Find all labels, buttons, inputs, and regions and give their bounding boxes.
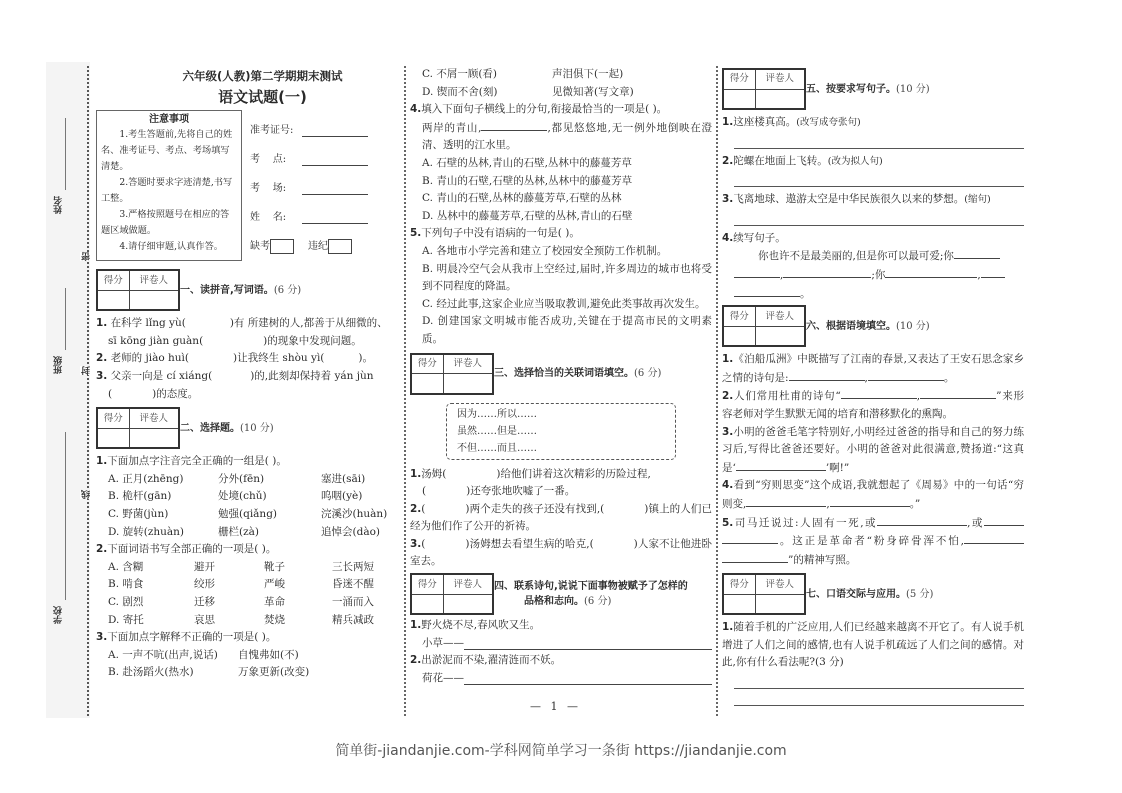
grader-label: 评卷人 bbox=[755, 574, 805, 594]
grader-cell[interactable] bbox=[443, 374, 493, 394]
option: C. 不屑一顾(看) bbox=[422, 68, 498, 80]
answer-line[interactable] bbox=[734, 209, 1024, 226]
question-text: 陀螺在地面上飞转。 bbox=[733, 154, 828, 167]
column-divider bbox=[716, 66, 718, 716]
question-text: 飞离地球、遨游太空是中华民族很久以来的梦想。 bbox=[733, 193, 965, 206]
question-text: 老师的 jiào huì( bbox=[110, 352, 189, 365]
option: 严峻 bbox=[264, 578, 285, 591]
grader-label: 评卷人 bbox=[443, 574, 493, 594]
question-text: 你也许不是最美丽的,但是你可以最可爱;你 bbox=[758, 250, 954, 263]
question-text: )让我终生 shòu yì( bbox=[233, 352, 325, 365]
section-1-title: 一、读拼音,写词语。 bbox=[180, 284, 274, 296]
grader-label: 评卷人 bbox=[129, 270, 179, 290]
answer-line[interactable] bbox=[464, 635, 712, 650]
exam-title: 语文试题(一) bbox=[218, 87, 307, 106]
answer-line[interactable] bbox=[734, 132, 1024, 149]
margin-class-line bbox=[65, 288, 66, 350]
seal-char-mi: 密 bbox=[82, 252, 92, 261]
score-label: 得分 bbox=[411, 354, 443, 374]
conjunction-option: 不但……而且…… bbox=[457, 442, 537, 454]
passage-text: ,都见悠悠地,无一例外地倒映在澄清、透明的江水里。 bbox=[422, 121, 712, 152]
answer-blank[interactable] bbox=[736, 459, 826, 471]
option: C. 野菌(jùn) bbox=[108, 507, 169, 520]
question-number: 2. bbox=[410, 654, 422, 667]
question-requirement: (改写成夸张句) bbox=[796, 117, 861, 128]
question-text: )镇上的人们已经为他们作了公开的祈祷。 bbox=[410, 502, 712, 533]
score-table bbox=[722, 573, 806, 615]
section-7-header bbox=[722, 573, 1024, 615]
question-number: 3. bbox=[410, 537, 422, 550]
question-number: 2. bbox=[410, 502, 422, 515]
notice-item: 4.请仔细审题,认真作答。 bbox=[119, 241, 223, 253]
question-text: 看到“穷则思变”这个成语,我就想起了《周易》中的一句话“穷则变, bbox=[722, 479, 1024, 510]
option: D. 创建国家文明城市能否成功,关键在于提高市民的文明素质。 bbox=[422, 315, 712, 345]
answer-blank[interactable] bbox=[722, 532, 778, 544]
score-cell[interactable] bbox=[411, 594, 443, 614]
question-number: 3. bbox=[96, 369, 108, 382]
name-label: 姓 名: bbox=[250, 211, 287, 223]
score-table bbox=[722, 68, 806, 110]
question-text: 人们常用杜甫的诗句“ bbox=[733, 390, 841, 403]
option: 三长两短 bbox=[332, 560, 374, 573]
question-stem: 下面加点字注音完全正确的一组是( )。 bbox=[107, 455, 287, 468]
option: D. 丛林中的藤蔓芳草,石壁的丛林,青山的石壁 bbox=[422, 209, 633, 222]
notice-item: 1.考生答题前,先将自己的姓名、准考证号、考点、考场填写清楚。 bbox=[101, 129, 233, 173]
option: 避开 bbox=[194, 560, 215, 573]
margin-label-class: 班级 bbox=[54, 356, 64, 374]
section-6-header bbox=[722, 305, 1024, 347]
score-table bbox=[96, 407, 180, 449]
option: B. 赴汤蹈火(热水) bbox=[108, 666, 194, 679]
question-number: 1. bbox=[722, 116, 734, 128]
score-label: 得分 bbox=[723, 306, 755, 326]
score-label: 得分 bbox=[97, 408, 129, 428]
answer-blank[interactable] bbox=[954, 247, 1000, 259]
score-table bbox=[722, 305, 806, 347]
grader-cell[interactable] bbox=[755, 594, 805, 614]
option: 革命 bbox=[264, 595, 285, 608]
answer-blank[interactable] bbox=[734, 285, 800, 297]
question-text: )有 所建树的人,都善于从细微的、 bbox=[229, 317, 388, 330]
answer-blank[interactable] bbox=[734, 266, 780, 278]
option: 栅栏(zà) bbox=[218, 525, 259, 538]
option: 见微知著(写文章) bbox=[552, 85, 634, 98]
notice-item: 3.严格按照题号在相应的答题区域做题。 bbox=[101, 209, 230, 237]
section-6-title: 六、根据语境填空。 bbox=[806, 320, 896, 332]
section-3-title: 三、选择恰当的关联词语填空。 bbox=[494, 368, 634, 379]
section-1-header bbox=[96, 269, 399, 311]
question-text: )人家不让他进卧室去。 bbox=[410, 537, 712, 568]
question-text: 汤姆( bbox=[421, 467, 447, 480]
answer-blank[interactable] bbox=[746, 495, 826, 507]
violation-label: 违纪 bbox=[308, 240, 328, 252]
question-text: 在科学 lǐng yù( bbox=[110, 317, 186, 330]
question-text: ( bbox=[421, 502, 426, 515]
question-text: )给他们讲着这次精彩的历险过程, bbox=[496, 467, 651, 480]
section-3-points: (6 分) bbox=[634, 368, 662, 379]
section-1-points: (6 分) bbox=[273, 284, 302, 296]
question-number: 1. bbox=[96, 317, 108, 330]
room-input[interactable] bbox=[302, 183, 368, 195]
question-text: ’啊!” bbox=[825, 461, 850, 474]
question-text: 司马迁说过:人固有一死,或 bbox=[733, 516, 878, 529]
question-text: 这座楼真高。 bbox=[733, 116, 797, 128]
margin-label-school: 学校 bbox=[54, 606, 64, 624]
site-input[interactable] bbox=[302, 154, 368, 166]
answer-blank[interactable] bbox=[722, 551, 788, 563]
question-requirement: (缩句) bbox=[964, 194, 991, 206]
absent-label: 缺考 bbox=[250, 240, 270, 252]
question-number: 1. bbox=[410, 467, 422, 480]
question-number: 2. bbox=[96, 352, 108, 365]
grader-label: 评卷人 bbox=[755, 69, 805, 89]
question-number: 3. bbox=[722, 193, 734, 206]
passage-text: 两岸的青山, bbox=[422, 121, 482, 134]
score-cell[interactable] bbox=[411, 374, 443, 394]
section-2-points: (10 分) bbox=[240, 422, 274, 434]
answer-line[interactable] bbox=[734, 689, 1024, 706]
option: B. 啃食 bbox=[108, 578, 144, 591]
question-text: 。” bbox=[909, 497, 921, 510]
answer-line[interactable] bbox=[464, 670, 712, 685]
margin-name-line bbox=[65, 118, 66, 190]
question-stem: 填入下面句子横线上的分句,衔接最恰当的一项是( )。 bbox=[421, 103, 668, 116]
section-2-header bbox=[96, 407, 399, 449]
score-cell[interactable] bbox=[97, 290, 129, 310]
option: C. 剧烈 bbox=[108, 595, 144, 608]
score-table bbox=[410, 573, 494, 615]
exam-id-label: 准考证号: bbox=[250, 124, 294, 136]
option: 呜咽(yè) bbox=[321, 490, 363, 503]
answer-line[interactable] bbox=[734, 672, 1024, 689]
answer-label: 荷花—— bbox=[422, 671, 464, 684]
question-number: 4. bbox=[722, 479, 734, 492]
site-label: 考 点: bbox=[250, 153, 287, 165]
question-text: 。这正是革命者“粉身碎骨浑不怕, bbox=[778, 535, 964, 548]
question-text: ”来形容老师对学生默默无闻的培育和潜移默化的熏陶。 bbox=[722, 390, 1024, 420]
question-text: )的态度。 bbox=[152, 387, 199, 400]
option: D. 锲而不舍(刻) bbox=[422, 85, 498, 98]
option: B. 明晨冷空气会从我市上空经过,届时,许多周边的城市也将受到不同程度的降温。 bbox=[422, 262, 712, 293]
section-4-header bbox=[410, 573, 712, 615]
question-stem: 下面词语书写全部正确的一项是( )。 bbox=[107, 543, 277, 556]
option: 追悼会(dào) bbox=[321, 525, 380, 538]
question-stem: 下面加点字解释不正确的一项是( )。 bbox=[107, 631, 277, 644]
grader-cell[interactable] bbox=[129, 290, 179, 310]
option: 哀思 bbox=[194, 613, 215, 626]
section-6-points: (10 分) bbox=[896, 320, 930, 332]
option: 自愧弗如(不) bbox=[238, 648, 299, 661]
watermark-text: 简单街-jiandanjie.com-学科网简单学习一条街 https://jiandanjie.com bbox=[335, 743, 787, 759]
score-label: 得分 bbox=[97, 270, 129, 290]
question-number: 4. bbox=[410, 103, 422, 116]
score-cell[interactable] bbox=[723, 89, 755, 109]
answer-blank[interactable] bbox=[885, 266, 977, 278]
name-input[interactable] bbox=[302, 212, 368, 224]
answer-blank[interactable] bbox=[868, 369, 944, 381]
question-text: 小明的爸爸毛笔字特别好,小明经过爸爸的指导和自己的努力练习后,写得比爸爸还要好。小明的爸爸对此很满意,赞扬道:“这真是‘ bbox=[722, 425, 1024, 474]
candidate-fields bbox=[250, 110, 390, 261]
seal-char-xian: 线 bbox=[82, 490, 92, 499]
option: 焚烧 bbox=[264, 613, 285, 626]
question-text: )的,此刻却保持着 yán jùn bbox=[250, 369, 374, 382]
grader-cell[interactable] bbox=[129, 428, 179, 448]
answer-label: 小草—— bbox=[422, 636, 464, 649]
grader-label: 评卷人 bbox=[443, 354, 493, 374]
section-4-title: 四、联系诗句,说说下面事物被赋予了怎样的 bbox=[494, 581, 688, 593]
question-text: ( bbox=[108, 387, 113, 400]
score-cell[interactable] bbox=[723, 594, 755, 614]
option: C. 经过此事,这家企业应当吸取教训,避免此类事故再次发生。 bbox=[422, 297, 706, 310]
option: 浣溪沙(huàn) bbox=[321, 507, 388, 520]
answer-blank[interactable] bbox=[981, 266, 1005, 278]
grader-cell[interactable] bbox=[755, 89, 805, 109]
conjunction-word-bank bbox=[446, 403, 676, 460]
option: A. 各地市小学完善和建立了校园安全预防工作机制。 bbox=[422, 244, 668, 257]
poem-line: 出淤泥而不染,濯清涟而不妖。 bbox=[421, 654, 562, 667]
score-label: 得分 bbox=[723, 574, 755, 594]
option: 塞进(sāi) bbox=[321, 472, 366, 485]
violation-checkbox[interactable] bbox=[328, 239, 352, 254]
question-number: 4. bbox=[722, 231, 734, 244]
page-number: — 1 — bbox=[530, 700, 581, 713]
score-label: 得分 bbox=[411, 574, 443, 594]
answer-blank[interactable] bbox=[841, 387, 917, 399]
option: 靴子 bbox=[264, 560, 285, 573]
option: A. 石壁的丛林,青山的石壁,丛林中的藤蔓芳草 bbox=[422, 156, 632, 169]
question-number: 3. bbox=[722, 425, 734, 438]
section-4-title-cont: 品格和志向。 bbox=[524, 596, 584, 608]
question-text: )的现象中发现问题。 bbox=[263, 334, 362, 347]
absent-checkbox[interactable] bbox=[270, 239, 294, 254]
option: D. 寄托 bbox=[108, 613, 144, 626]
score-table bbox=[96, 269, 180, 311]
answer-blank[interactable] bbox=[964, 532, 1024, 544]
seal-char-feng: 封 bbox=[82, 366, 92, 375]
question-number: 5. bbox=[722, 516, 734, 529]
question-number: 2. bbox=[722, 154, 734, 167]
option: B. 青山的石壁,石壁的丛林,丛林中的藤蔓芳草 bbox=[422, 174, 633, 187]
option: A. 含糊 bbox=[108, 560, 144, 573]
option: 绞形 bbox=[194, 578, 215, 591]
option: A. 正月(zhēng) bbox=[108, 472, 184, 485]
question-text: 父亲一向是 cí xiáng( bbox=[110, 369, 213, 382]
question-text: ”的精神写照。 bbox=[788, 553, 857, 566]
answer-blank[interactable] bbox=[830, 495, 910, 507]
question-number: 2. bbox=[96, 543, 108, 556]
answer-blank[interactable] bbox=[481, 119, 547, 131]
answer-blank[interactable] bbox=[783, 266, 871, 278]
answer-blank[interactable] bbox=[789, 369, 865, 381]
grader-label: 评卷人 bbox=[129, 408, 179, 428]
question-number: 1. bbox=[722, 621, 734, 634]
column-2 bbox=[410, 66, 712, 687]
question-text: sī kōng jiàn guàn( bbox=[108, 334, 204, 347]
score-cell[interactable] bbox=[723, 326, 755, 346]
grader-label: 评卷人 bbox=[755, 306, 805, 326]
section-3-header bbox=[410, 353, 712, 395]
margin-label-name: 姓名 bbox=[54, 196, 64, 214]
poem-line: 野火烧不尽,春风吹又生。 bbox=[421, 619, 541, 632]
section-4-points: (6 分) bbox=[584, 596, 612, 608]
column-3: 得分 评卷人 五、按要求写句子。(10 分) 1.这座楼真高。(改写成夸张句) 2.陀螺在地面上飞转。(改为拟人句) 3.飞离地球、遨游太空是中华民族很久以来的梦想。(缩句) 4.续写句子。 你也许不是最美丽的,但是你可以最可爱;你 , ;你 , 。 得分 评卷人 六、根据语境填空。(10 分) 1.《泊船瓜洲》中既描写了江南的春景,又表达了王安石思念家乡之情的诗句是: , 。 2.人们常用杜甫的诗句“ , ”来形容老师对学生默默无闻的培育和潜移默化的熏陶。 3.小明的爸爸毛笔字特别好,小明经过爸爸的指导和自己的努力练习后,写得比爸爸还要好。小明的爸爸对此很满意,赞扬道:“这真是‘ ’啊!” 4.看到“穷则思变”这个成语,我就想起了《周易》中的一句话“穷则变, , 。” 5.司马迁说过:人固有一死,或 ,或。这正是革命者“粉身碎骨浑不怕,”的精神写照。 得分 评卷人 七、口语交际与应用。(5 分) 1.随着手机的广泛应用,人们已经越来越离不开它了。有人说手机增进了人们之间的感情,也有人说手机疏远了人们之间的感情。对此,你有什么看法呢?(3 分) bbox=[722, 68, 1024, 706]
grader-cell[interactable] bbox=[755, 326, 805, 346]
answer-blank[interactable] bbox=[984, 514, 1024, 526]
question-text: )两个走失的孩子还没有找到,( bbox=[465, 502, 605, 515]
conjunction-option: 因为……所以…… bbox=[457, 408, 537, 420]
question-text: ,或 bbox=[967, 516, 985, 529]
option: 精兵减政 bbox=[332, 613, 374, 626]
margin-school-line bbox=[65, 432, 66, 600]
option: 勉强(qiǎng) bbox=[218, 507, 278, 520]
option: 迁移 bbox=[194, 595, 215, 608]
grader-cell[interactable] bbox=[443, 594, 493, 614]
question-text: )汤姆想去看望生病的哈克,( bbox=[465, 537, 594, 550]
option: B. 桅杆(gān) bbox=[108, 490, 172, 503]
section-7-points: (5 分) bbox=[906, 588, 934, 600]
option: 处境(chǔ) bbox=[218, 490, 267, 503]
score-table bbox=[410, 353, 494, 395]
question-text: )。 bbox=[358, 352, 374, 365]
answer-line[interactable] bbox=[734, 170, 1024, 187]
question-number: 1. bbox=[722, 353, 734, 366]
question-number: 1. bbox=[410, 619, 422, 632]
question-text: ;你 bbox=[871, 268, 886, 281]
option: 一涌而入 bbox=[332, 595, 374, 608]
question-text: 《泊船瓜洲》中既描写了江南的春景,又表达了王安石思念家乡之情的诗句是: bbox=[722, 353, 1024, 384]
notice-item: 2.答题时要求字迹清楚,书写工整。 bbox=[101, 177, 233, 205]
section-5-points: (10 分) bbox=[896, 83, 930, 95]
conjunction-option: 虽然……但是…… bbox=[457, 425, 537, 437]
column-divider bbox=[404, 66, 406, 716]
question-text: ( bbox=[422, 485, 427, 498]
question-number: 5. bbox=[410, 227, 422, 240]
question-text: )还夸张地吹嘘了一番。 bbox=[466, 485, 576, 498]
question-number: 2. bbox=[722, 390, 734, 403]
question-stem: 下列句子中没有语病的一句是( )。 bbox=[421, 227, 580, 240]
question-text: 随着手机的广泛应用,人们已经越来越离不开它了。有人说手机增进了人们之间的感情,也有人说手机疏远了人们之间的感情。对此,你有什么看法呢?(3 分) bbox=[722, 621, 1024, 669]
column-1 bbox=[96, 64, 399, 682]
exam-id-input[interactable] bbox=[302, 125, 368, 137]
room-label: 考 场: bbox=[250, 182, 287, 194]
notice-heading: 注意事项 bbox=[149, 114, 189, 126]
score-cell[interactable] bbox=[97, 428, 129, 448]
notice-box bbox=[96, 110, 242, 261]
section-5-title: 五、按要求写句子。 bbox=[806, 83, 896, 95]
option: D. 旋转(zhuàn) bbox=[108, 525, 184, 538]
option: 分外(fēn) bbox=[218, 472, 265, 485]
question-number: 1. bbox=[96, 455, 108, 468]
answer-blank[interactable] bbox=[920, 387, 996, 399]
answer-blank[interactable] bbox=[877, 514, 967, 526]
section-5-header bbox=[722, 68, 1024, 110]
option: A. 一声不吭(出声,说话) bbox=[108, 648, 218, 661]
option: 声泪俱下(一起) bbox=[552, 68, 624, 80]
option: 万象更新(改变) bbox=[238, 666, 310, 679]
option: C. 青山的石壁,丛林的藤蔓芳草,石壁的丛林 bbox=[422, 192, 622, 205]
score-label: 得分 bbox=[723, 69, 755, 89]
seal-fold-line bbox=[87, 66, 89, 716]
question-text: ( bbox=[421, 537, 426, 550]
section-2-title: 二、选择题。 bbox=[180, 422, 240, 434]
exam-subtitle: 六年级(人教)第二学期期末测试 bbox=[182, 69, 343, 83]
question-number: 3. bbox=[96, 631, 108, 644]
option: 昏迷不醒 bbox=[332, 578, 374, 591]
section-7-title: 七、口语交际与应用。 bbox=[806, 588, 906, 600]
question-text: 续写句子。 bbox=[733, 231, 786, 244]
question-requirement: (改为拟人句) bbox=[827, 155, 883, 167]
